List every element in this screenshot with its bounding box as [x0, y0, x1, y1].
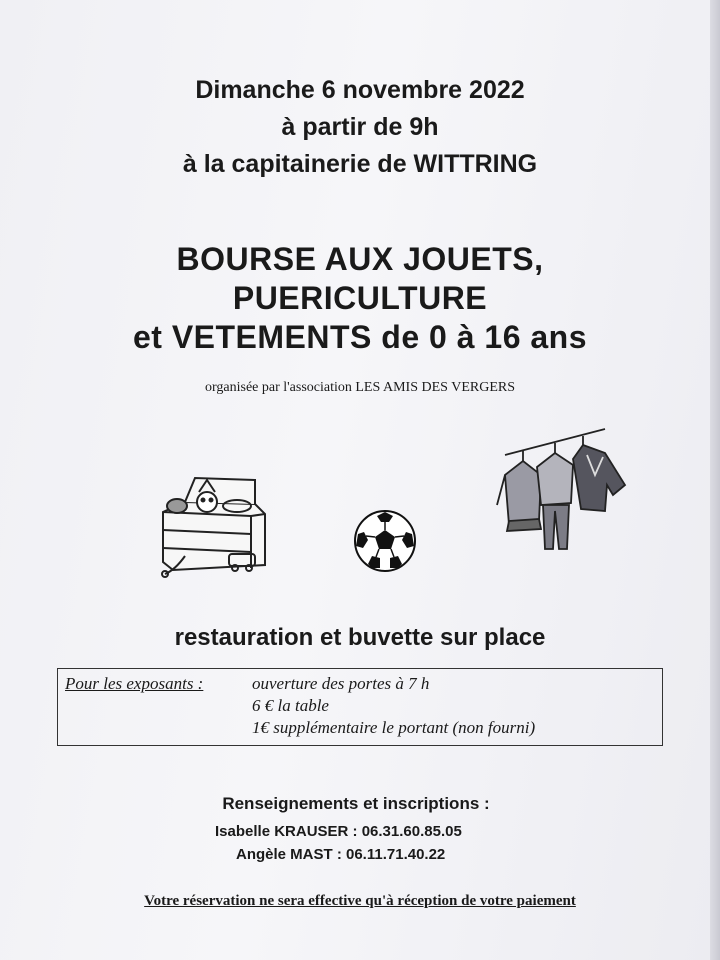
- event-date: Dimanche 6 novembre 2022: [195, 76, 525, 104]
- catering-note: restauration et buvette sur place: [174, 624, 546, 651]
- exhibitors-table-price: 6 € la table: [252, 696, 329, 715]
- title-line-1: BOURSE AUX JOUETS,: [176, 241, 544, 277]
- contact-line: Isabelle KRAUSER : 06.31.60.85.05: [215, 823, 462, 840]
- flyer-title: [0, 240, 720, 357]
- event-place: à la capitainerie de WITTRING: [182, 150, 538, 178]
- football-icon: [352, 508, 418, 574]
- exhibitors-rack-price: 1€ supplémentaire le portant (non fourni): [252, 718, 536, 737]
- exhibitors-label: Pour les exposants :: [65, 674, 204, 693]
- payment-notice: Votre réservation ne sera effective qu'à réception de votre paiement: [144, 893, 576, 909]
- toy-chest-icon: [155, 470, 275, 580]
- contact-line: Angèle MAST : 06.11.71.40.22: [236, 846, 446, 863]
- clothes-rack-icon: [495, 425, 635, 555]
- exhibitors-box: [57, 668, 663, 746]
- exhibitors-opening: ouverture des portes à 7 h: [252, 674, 430, 693]
- contacts-heading: Renseignements et inscriptions :: [222, 794, 490, 813]
- title-line-2: PUERICULTURE: [232, 280, 488, 316]
- organizer-line: organisée par l'association LES AMIS DES VERGERS: [205, 380, 515, 395]
- title-line-3: et VETEMENTS de 0 à 16 ans: [132, 319, 588, 355]
- event-time: à partir de 9h: [281, 113, 439, 141]
- event-details: [0, 72, 720, 183]
